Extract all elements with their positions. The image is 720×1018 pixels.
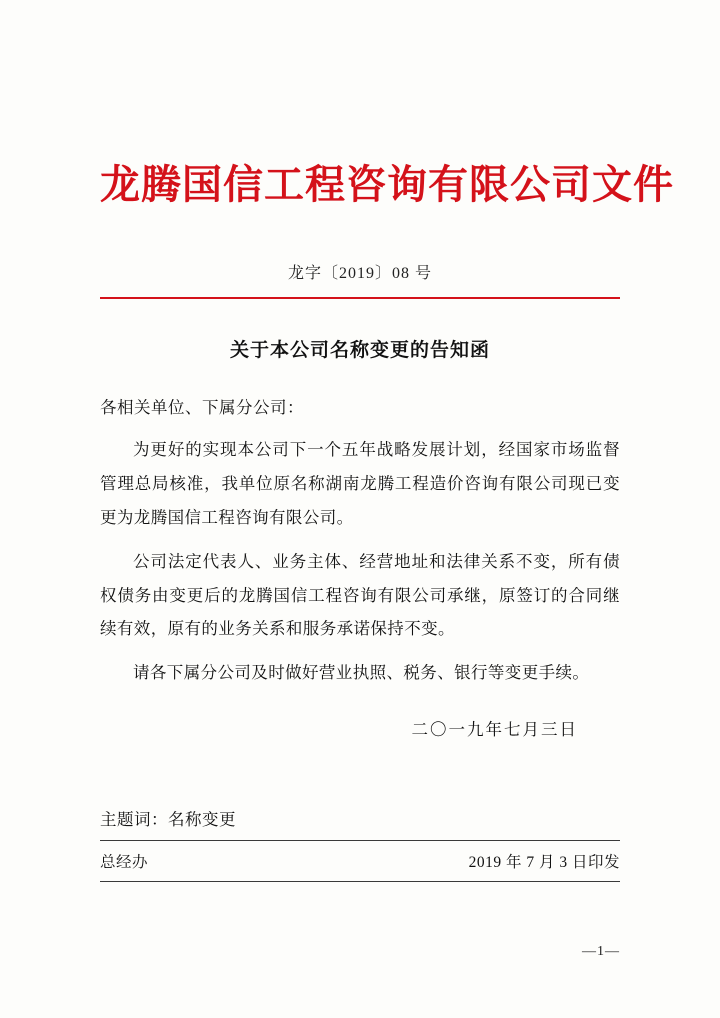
footer-issuer: 总经办 <box>100 854 149 871</box>
page-number: —1— <box>582 944 620 959</box>
footer-row <box>100 841 620 881</box>
document-body <box>100 0 674 1018</box>
signature-date: 二〇一九年七月三日 <box>411 720 578 740</box>
red-divider-rule <box>100 297 620 299</box>
body-paragraph-1: 为更好的实现本公司下一个五年战略发展计划，经国家市场监督管理总局核准，我单位原名称湖南龙腾工程造价咨询有限公司现已变更为龙腾国信工程咨询有限公司。 <box>100 440 620 527</box>
salutation: 各相关单位、下属分公司： <box>100 398 304 417</box>
body-paragraph-2: 公司法定代表人、业务主体、经营地址和法律关系不变，所有债权债务由变更后的龙腾国信工程咨询有限公司承继，原签订的合同继续有效，原有的业务关系和服务承诺保持不变。 <box>100 551 620 639</box>
document-number: 龙字〔2019〕08 号 <box>287 265 432 282</box>
document-footer <box>100 806 620 882</box>
page-title: 关于本公司名称变更的告知函 <box>229 340 490 361</box>
letterhead-title: 龙腾国信工程咨询有限公司文件 <box>100 162 674 207</box>
footer-print-date: 2019 年 7 月 3 日印发 <box>468 854 620 871</box>
footer-divider-bottom <box>100 881 620 882</box>
keyword-line: 主题词：名称变更 <box>100 810 236 829</box>
letterhead <box>100 160 674 210</box>
body-paragraph-3: 请各下属分公司及时做好营业执照、税务、银行等变更手续。 <box>133 663 590 683</box>
